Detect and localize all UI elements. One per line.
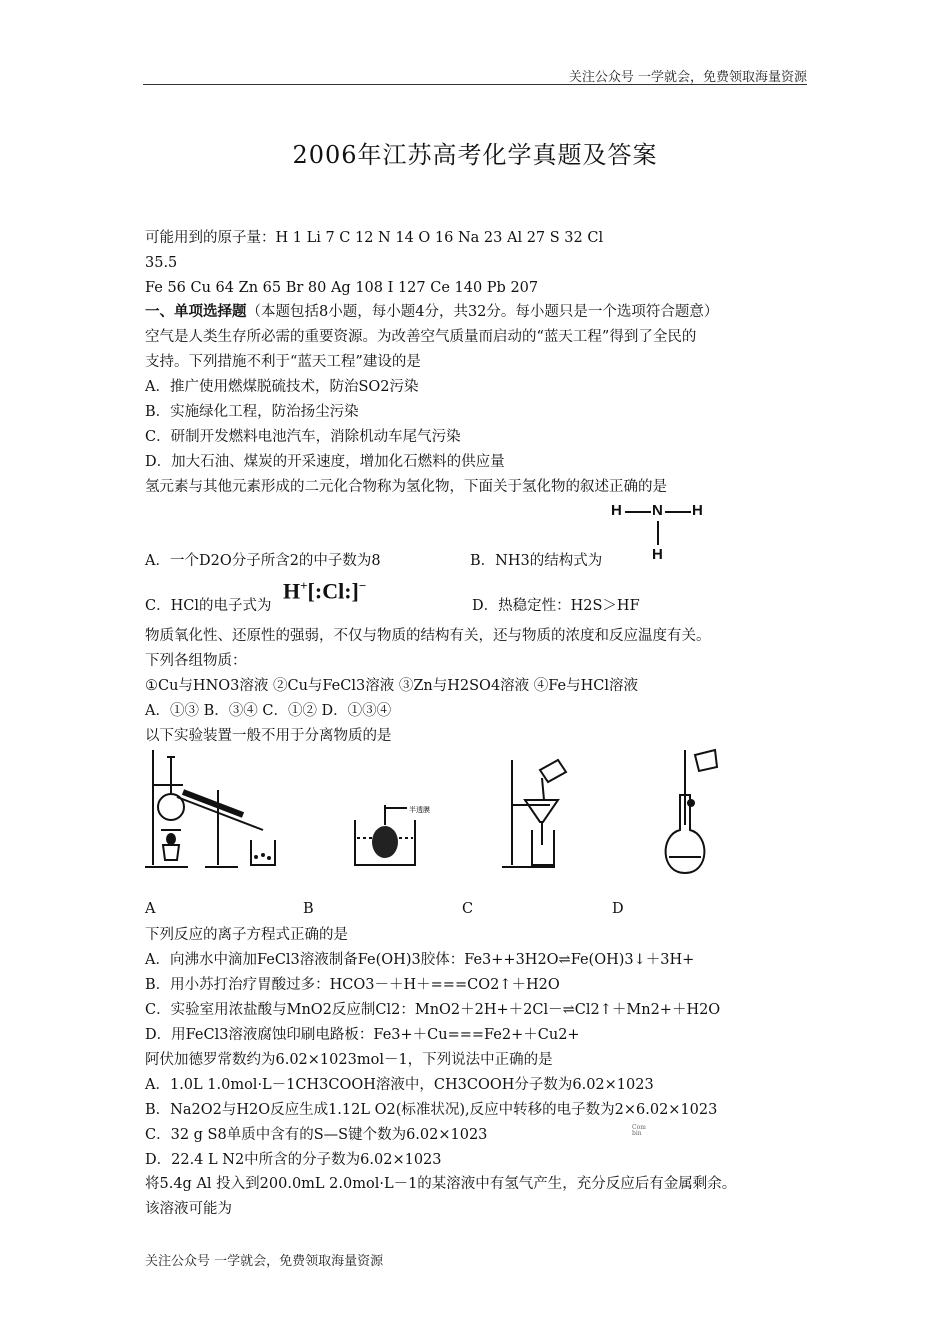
- nh3-h-bottom: H: [652, 546, 663, 563]
- apparatus-label-b: B: [303, 901, 314, 917]
- q2-stem: 氢元素与其他元素形成的二元化合物称为氢化物，下面关于氢化物的叙述正确的是: [145, 479, 667, 495]
- q2-option-c: C．HCl的电子式为: [145, 598, 272, 614]
- q6-option-b: B．Na2O2与H2O反应生成1.12L O2(标准状况),反应中转移的电子数为2×6.02×1023: [145, 1102, 718, 1118]
- apparatus-label-a: A: [145, 901, 156, 917]
- volumetric-flask-apparatus-icon: [655, 745, 730, 880]
- section1-header: [145, 303, 718, 321]
- apparatus-label-d: D: [612, 901, 624, 917]
- q6-option-a: A．1.0L 1.0mol·L－1CH3COOH溶液中，CH3COOH分子数为6.02×1023: [145, 1077, 654, 1093]
- nh3-h-left: H: [611, 502, 622, 519]
- q2-option-d: D．热稳定性：H2S＞HF: [472, 598, 640, 614]
- q5-option-a: A．向沸水中滴加FeCl3溶液制备Fe(OH)3胶体：Fe3++3H2O⇌Fe(OH)3↓＋3H+: [145, 952, 695, 968]
- q1-stem-line2: 支持。下列措施不利于“蓝天工程”建设的是: [145, 354, 421, 370]
- dialysis-apparatus-icon: [345, 800, 445, 870]
- q5-stem: 下列反应的离子方程式正确的是: [145, 927, 348, 943]
- q3-items: ①Cu与HNO3溶液 ②Cu与FeCl3溶液 ③Zn与H2SO4溶液 ④Fe与HCl溶液: [145, 678, 638, 694]
- header-promo-note: 关注公众号 一学就会，免费领取海量资源: [568, 70, 807, 85]
- lewis-h: H: [283, 578, 301, 604]
- filtration-apparatus-icon: [500, 750, 580, 875]
- nh3-n: N: [652, 502, 663, 519]
- q5-option-b: B．用小苏打治疗胃酸过多：HCO3－＋H＋===CO2↑＋H2O: [145, 977, 560, 993]
- q1-option-a: A．推广使用燃煤脱硫技术，防治SO2污染: [145, 379, 419, 395]
- nh3-bond-left: [625, 511, 651, 513]
- nh3-h-right: H: [692, 502, 703, 519]
- apparatus-label-c: C: [462, 901, 474, 917]
- q7-stem-line1: 将5.4g Al 投入到200.0mL 2.0mol·L－1的某溶液中有氢气产生，充分反应后有金属剩余。: [145, 1176, 737, 1192]
- q1-option-b: B．实施绿化工程，防治扬尘污染: [145, 404, 359, 420]
- q3-stem-line1: 物质氧化性、还原性的强弱，不仅与物质的结构有关，还与物质的浓度和反应温度有关。: [145, 628, 711, 644]
- atomic-masses-line2: 35.5: [145, 255, 178, 271]
- page-title: 2006年江苏高考化学真题及答案: [292, 141, 658, 169]
- q3-options: A．①③ B．③④ C．①② D．①③④: [145, 703, 392, 719]
- q1-stem-line1: 空气是人类生存所必需的重要资源。为改善空气质量而启动的“蓝天工程”得到了全民的: [145, 329, 697, 345]
- tiny-mark: Com bin: [632, 1124, 646, 1137]
- section1-heading: 一、单项选择题: [145, 303, 247, 320]
- q6-option-d: D．22.4 L N2中所含的分子数为6.02×1023: [145, 1152, 442, 1168]
- lewis-body: [:Cl:]: [307, 578, 359, 604]
- q6-stem: 阿伏加德罗常数约为6.02×1023mol－1，下列说法中正确的是: [145, 1052, 553, 1068]
- atomic-masses-line1: 可能用到的原子量：H 1 Li 7 C 12 N 14 O 16 Na 23 Al 27 S 32 Cl: [145, 230, 604, 246]
- distillation-apparatus-icon: [143, 745, 283, 875]
- lewis-plus: +: [300, 578, 308, 593]
- header-divider: [143, 84, 807, 85]
- q5-option-d: D．用FeCl3溶液腐蚀印刷电路板：Fe3+＋Cu===Fe2+＋Cu2+: [145, 1027, 580, 1043]
- section1-desc: （本题包括8小题，每小题4分，共32分。每小题只是一个选项符合题意）: [246, 304, 719, 320]
- nh3-bond-right: [665, 511, 691, 513]
- q4-stem: 以下实验装置一般不用于分离物质的是: [145, 728, 392, 744]
- q3-stem-line2: 下列各组物质：: [145, 653, 247, 669]
- q1-option-d: D．加大石油、煤炭的开采速度，增加化石燃料的供应量: [145, 454, 505, 470]
- lewis-minus: −: [358, 578, 367, 593]
- footer-promo-note: 关注公众号 一学就会，免费领取海量资源: [145, 1254, 384, 1269]
- q2-option-b: B．NH3的结构式为: [470, 553, 603, 569]
- q5-option-c: C．实验室用浓盐酸与MnO2反应制Cl2：MnO2＋2H+＋2Cl－⇌Cl2↑＋Mn2+＋H2O: [145, 1002, 721, 1018]
- hcl-lewis-formula: [283, 578, 366, 604]
- membrane-label: 半透膜: [409, 806, 430, 814]
- q2-option-a: A．一个D2O分子所含2的中子数为8: [145, 553, 381, 569]
- atomic-masses-line3: Fe 56 Cu 64 Zn 65 Br 80 Ag 108 I 127 Ce 140 Pb 207: [145, 280, 539, 296]
- q7-stem-line2: 该溶液可能为: [145, 1201, 232, 1217]
- q6-option-c: C．32 g S8单质中含有的S—S键个数为6.02×1023: [145, 1127, 488, 1143]
- q1-option-c: C．研制开发燃料电池汽车，消除机动车尾气污染: [145, 429, 461, 445]
- nh3-bond-bottom: [657, 521, 659, 545]
